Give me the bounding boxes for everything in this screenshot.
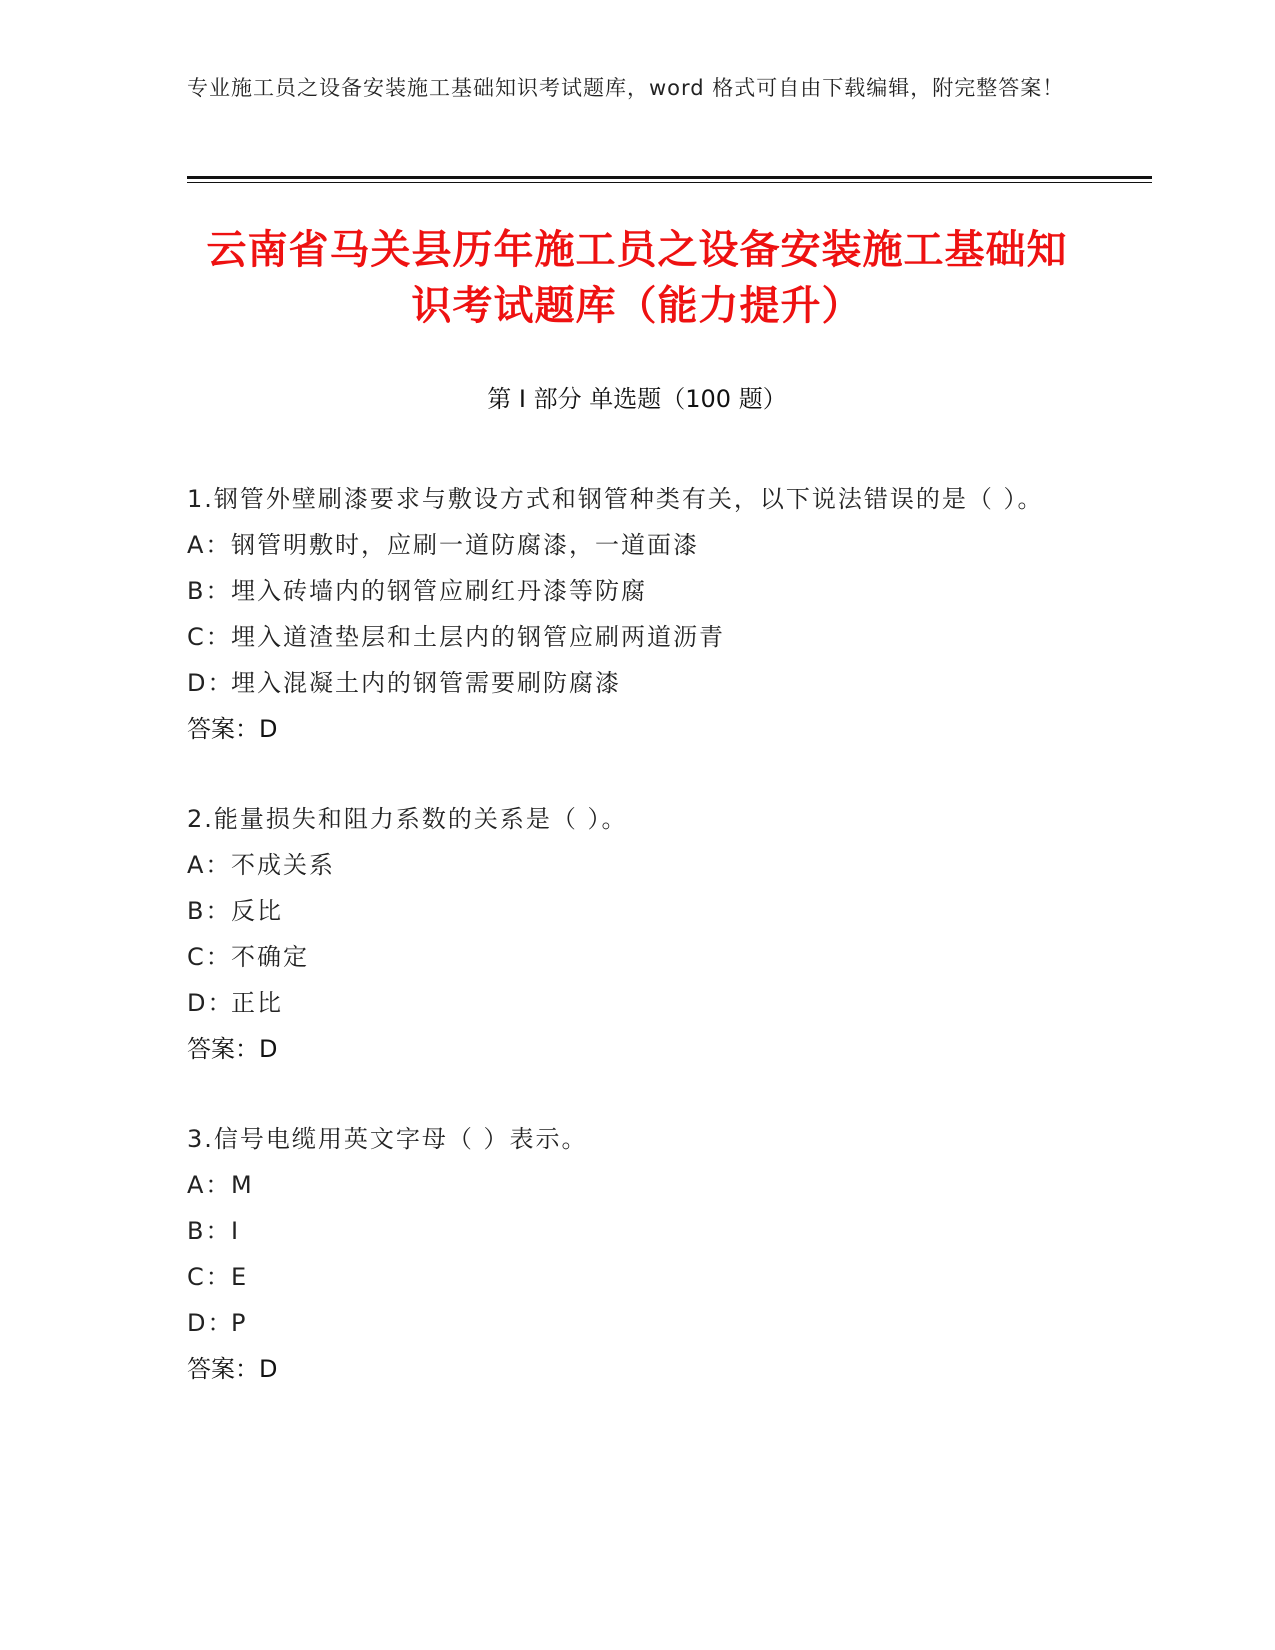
option-text: 埋入混凝土内的钢管需要刷防腐漆 bbox=[231, 669, 621, 697]
option-key: D： bbox=[187, 989, 234, 1017]
option-b bbox=[187, 888, 1067, 934]
option-key: A： bbox=[187, 531, 232, 559]
option-text: 埋入道渣垫层和土层内的钢管应刷两道沥青 bbox=[231, 623, 725, 651]
question-stem: 2.能量损失和阻力系数的关系是（ ）。 bbox=[187, 805, 628, 833]
option-text: 反比 bbox=[231, 897, 283, 925]
section-heading: 第 I 部分 单选题（100 题） bbox=[487, 385, 787, 413]
option-b bbox=[187, 1208, 1067, 1254]
option-a bbox=[187, 1162, 1067, 1208]
option-key: C： bbox=[187, 943, 232, 971]
option-a bbox=[187, 842, 1067, 888]
answer: 答案：D bbox=[187, 1355, 278, 1383]
question-1 bbox=[187, 476, 1067, 752]
option-text: 不确定 bbox=[231, 943, 309, 971]
option-key: C： bbox=[187, 623, 232, 651]
option-d bbox=[187, 1300, 1067, 1346]
option-key: A： bbox=[187, 851, 232, 879]
answer: 答案：D bbox=[187, 1035, 278, 1063]
option-key: A： bbox=[187, 1171, 232, 1199]
option-b bbox=[187, 568, 1067, 614]
option-text: 不成关系 bbox=[231, 851, 335, 879]
option-key: D： bbox=[187, 1309, 234, 1337]
option-text: 埋入砖墙内的钢管应刷红丹漆等防腐 bbox=[231, 577, 647, 605]
option-c bbox=[187, 934, 1067, 980]
answer: 答案：D bbox=[187, 715, 278, 743]
option-key: D： bbox=[187, 669, 234, 697]
document-title: 云南省马关县历年施工员之设备安装施工基础知识考试题库（能力提升） bbox=[206, 227, 1068, 329]
option-text: E bbox=[231, 1263, 249, 1291]
header-rule-thick bbox=[187, 176, 1152, 179]
question-3 bbox=[187, 1116, 1067, 1392]
question-2 bbox=[187, 796, 1067, 1072]
option-text: 正比 bbox=[231, 989, 283, 1017]
option-d bbox=[187, 660, 1067, 706]
option-key: C： bbox=[187, 1263, 232, 1291]
header-note: 专业施工员之设备安装施工基础知识考试题库，word 格式可自由下载编辑，附完整答案！ bbox=[187, 76, 1065, 100]
option-a bbox=[187, 522, 1067, 568]
option-key: B： bbox=[187, 577, 232, 605]
question-stem: 1.钢管外壁刷漆要求与敷设方式和钢管种类有关，以下说法错误的是（ ）。 bbox=[187, 485, 1044, 513]
option-key: B： bbox=[187, 1217, 232, 1245]
option-text: M bbox=[231, 1171, 254, 1199]
header-rule-thin bbox=[187, 182, 1152, 183]
option-text: P bbox=[231, 1309, 248, 1337]
question-stem: 3.信号电缆用英文字母（ ）表示。 bbox=[187, 1125, 588, 1153]
option-text: 钢管明敷时，应刷一道防腐漆，一道面漆 bbox=[231, 531, 699, 559]
option-text: I bbox=[231, 1217, 241, 1245]
option-d bbox=[187, 980, 1067, 1026]
option-c bbox=[187, 614, 1067, 660]
option-c bbox=[187, 1254, 1067, 1300]
option-key: B： bbox=[187, 897, 232, 925]
question-list bbox=[187, 476, 1067, 1436]
